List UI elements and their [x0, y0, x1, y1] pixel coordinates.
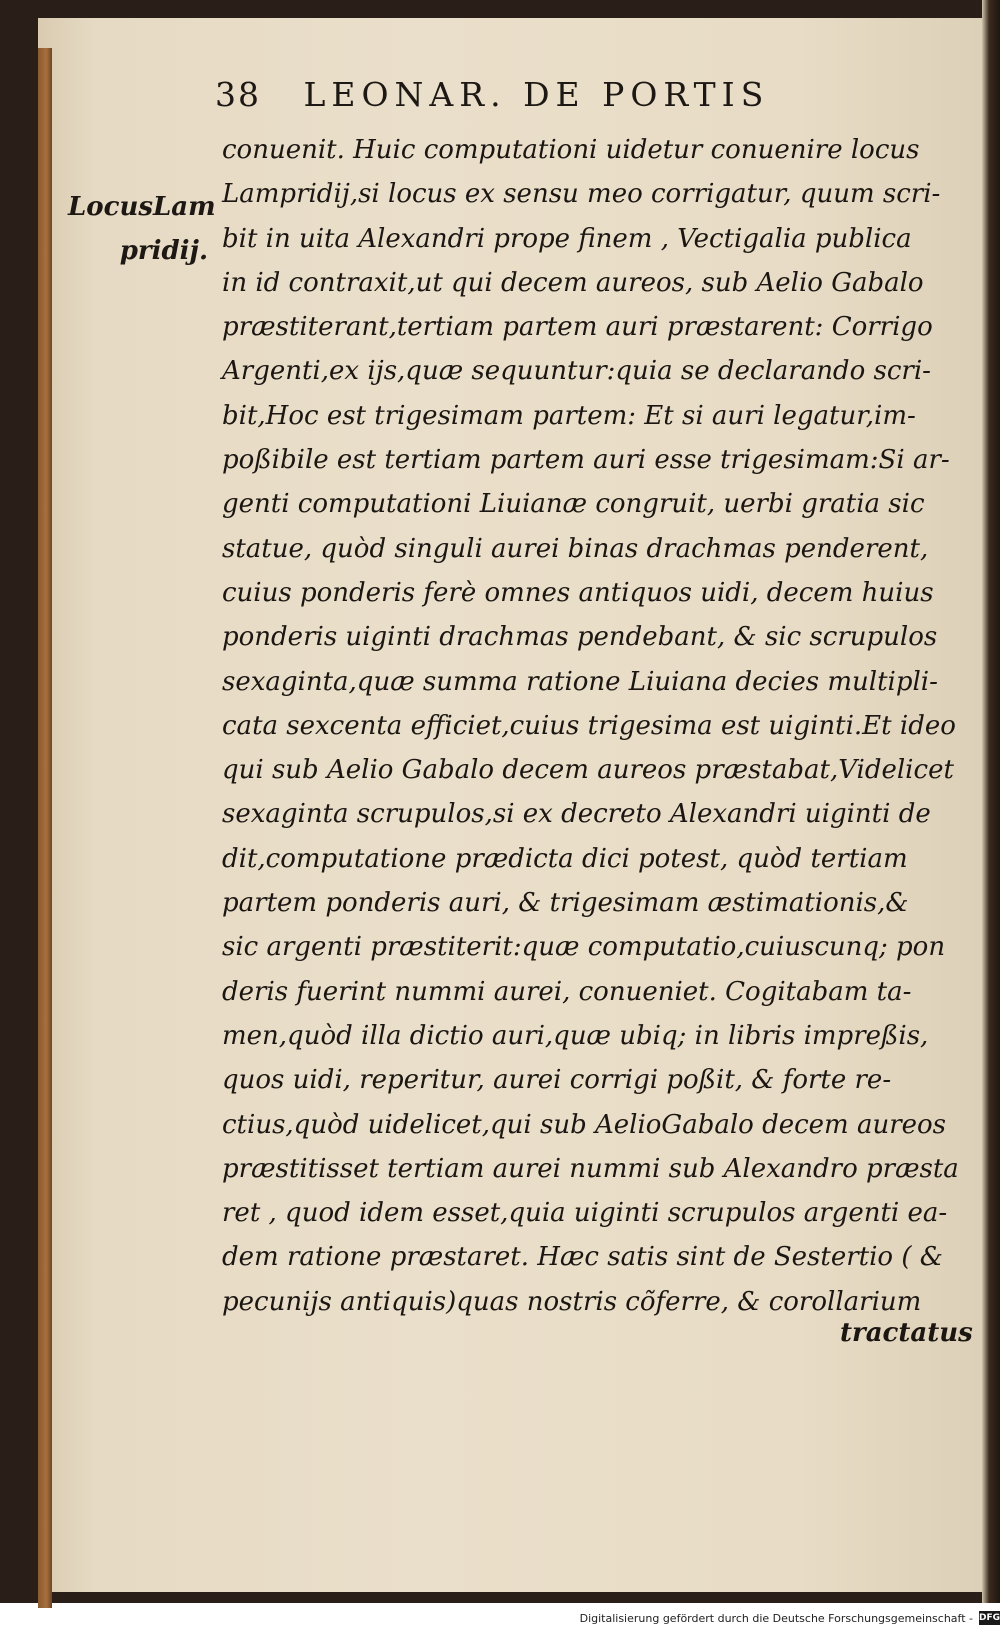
text-line: genti computationi Liuianæ congruit, uerbi gratia sic [222, 489, 925, 520]
text-line: sexaginta,quæ summa ratione Liuiana decies multipli- [222, 666, 938, 697]
text-line: Lampridij,si locus ex sensu meo corrigatur, quum scri- [222, 179, 941, 210]
text-line: men,quòd illa dictio auri,quæ ubiq; in libris impreßis, [222, 1020, 929, 1051]
digitization-footer [580, 1607, 1000, 1629]
text-line: bit in uita Alexandri prope finem , Vectigalia publica [222, 223, 912, 254]
text-line: statue, quòd singuli aurei binas drachmas penderent, [222, 533, 929, 564]
text-line: quos uidi, reperitur, aurei corrigi poßit, & forte re- [222, 1065, 892, 1096]
text-line: dem ratione præstaret. Hæc satis sint de Sestertio ( & [222, 1242, 943, 1273]
margin-note-line: pridij. [119, 236, 208, 266]
text-line: deris fuerint nummi aurei, conueniet. Cogitabam ta- [222, 976, 912, 1007]
text-line: ponderis uiginti drachmas pendebant, & sic scrupulos [222, 622, 938, 653]
text-line: ret , quod idem esset,quia uiginti scrupulos argenti ea- [222, 1198, 948, 1229]
text-line: ctius,quòd uidelicet,qui sub AelioGabalo decem aureos [222, 1109, 947, 1140]
book-right-edge [982, 0, 1000, 1603]
book-spine [38, 48, 52, 1608]
text-line: conuenit. Huic computationi uidetur conuenire locus [222, 135, 920, 165]
text-line: præstitisset tertiam aurei nummi sub Alexandro præsta [222, 1153, 959, 1184]
text-line: dit,computatione prædicta dici potest, quòd tertiam [222, 843, 908, 874]
catchword: tractatus [840, 1318, 973, 1348]
text-line: in id contraxit,ut qui decem aureos, sub Aelio Gabalo [222, 267, 924, 298]
text-line: cata sexcenta efficiet,cuius trigesima est uiginti.Et ideo [222, 710, 956, 741]
text-line: cuius ponderis ferè omnes antiquos uidi, decem huius [222, 577, 934, 608]
text-line: poßibile est tertiam partem auri esse trigesimam:Si ar- [222, 445, 950, 476]
body-text [222, 128, 967, 1324]
text-line: Argenti,ex ijs,quæ sequuntur:quia se declarando scri- [222, 356, 931, 387]
text-line: sic argenti præstiterit:quæ computatio,cuiuscunq; pon [222, 932, 946, 963]
dfg-logo-icon: DFG [978, 1613, 1000, 1623]
folio-number: 38 [215, 75, 261, 114]
footer-credit: Digitalisierung gefördert durch die Deutsche Forschungsgemeinschaft - [579, 1611, 973, 1625]
text-line: sexaginta scrupulos,si ex decreto Alexandri uiginti de [222, 799, 931, 830]
running-title: LEONAR. DE PORTIS [303, 75, 770, 114]
margin-note [68, 185, 216, 273]
text-line: partem ponderis auri, & trigesimam æstimationis,& [222, 888, 909, 919]
text-line: præstiterant,tertiam partem auri præstarent: Corrigo [222, 312, 933, 343]
text-line: bit,Hoc est trigesimam partem: Et si auri legatur,im- [222, 400, 916, 431]
text-line: pecunijs antiquis)quas nostris cõferre, & corollarium [222, 1286, 922, 1317]
page-header [215, 75, 855, 114]
margin-note-line: LocusLam [68, 192, 216, 222]
text-line: qui sub Aelio Gabalo decem aureos præstabat,Videlicet [222, 755, 954, 786]
